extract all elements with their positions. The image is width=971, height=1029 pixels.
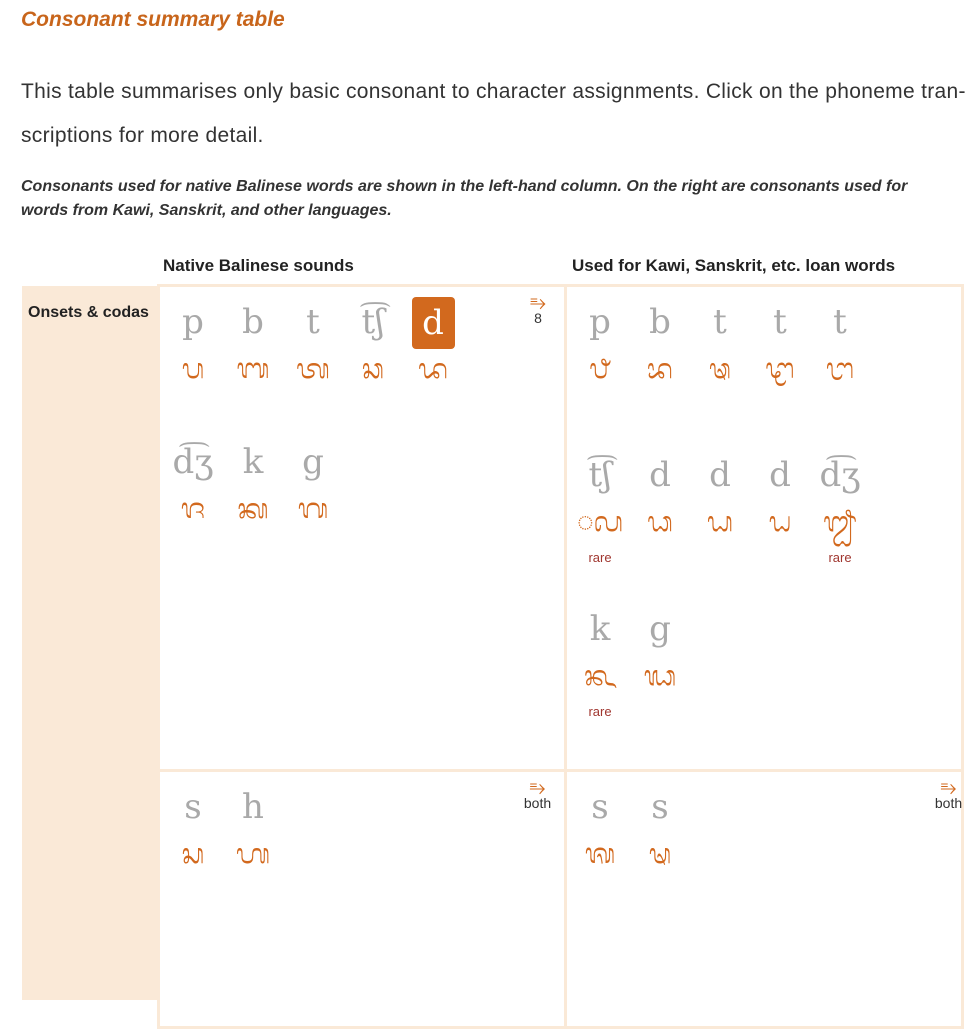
phoneme-item[interactable]: [403, 297, 463, 391]
phoneme-link[interactable]: p: [589, 302, 611, 342]
phoneme-cell: [750, 297, 810, 347]
phoneme-link[interactable]: s: [591, 787, 609, 827]
phoneme-link[interactable]: d: [709, 455, 731, 495]
rare-label: rare: [588, 704, 612, 719]
balinese-character: ᬰ: [584, 838, 616, 869]
arrow-right-icon: ⥱: [940, 777, 957, 799]
balinese-character: ᬛ: [823, 506, 857, 537]
phoneme-item[interactable]: [283, 437, 343, 531]
phoneme-cell: [630, 604, 690, 654]
phoneme-cell: [810, 450, 870, 500]
phoneme-cell: [630, 782, 690, 832]
note-line: words from Kawi, Sanskrit, and other languages.: [21, 202, 392, 219]
row-nav-link[interactable]: [926, 777, 971, 811]
balinese-character: ᬝ: [765, 353, 795, 384]
balinese-character: ᬧ: [181, 353, 205, 384]
phoneme-group: [163, 297, 463, 391]
balinese-character: ᬳ: [235, 838, 271, 869]
phoneme-item[interactable]: [570, 297, 630, 391]
phoneme-item[interactable]: [343, 297, 403, 391]
phoneme-link[interactable]: k: [589, 609, 611, 649]
phoneme-link[interactable]: t: [773, 302, 787, 342]
arrow-right-icon: ⥱: [529, 777, 546, 799]
phoneme-group: [570, 782, 690, 876]
phoneme-link[interactable]: h: [242, 787, 264, 827]
phoneme-cell: [343, 297, 403, 347]
rare-label: rare: [828, 550, 852, 565]
phoneme-link[interactable]: k: [242, 442, 264, 482]
intro-line: scriptions for more detail.: [21, 124, 264, 147]
phoneme-cell: [223, 437, 283, 487]
balinese-character: ᬟ: [706, 506, 734, 537]
phoneme-item[interactable]: [810, 297, 870, 391]
phoneme-item[interactable]: [630, 782, 690, 876]
phoneme-group: [570, 297, 870, 391]
balinese-character: ᬣ: [708, 353, 732, 384]
intro-paragraph: [21, 70, 966, 158]
phoneme-link[interactable]: t: [833, 302, 847, 342]
section-title: Consonant summary table: [21, 8, 285, 31]
loan-cell-row1: [564, 284, 964, 772]
phoneme-link[interactable]: t͡ʃ: [361, 302, 385, 342]
phoneme-group: [570, 450, 870, 565]
phoneme-link[interactable]: d: [412, 297, 455, 349]
balinese-character: ᬖ: [643, 660, 677, 691]
native-cell-row2: [157, 769, 567, 1029]
phoneme-cell: [223, 297, 283, 347]
phoneme-item[interactable]: [690, 297, 750, 391]
phoneme-group: [163, 437, 343, 531]
phoneme-link[interactable]: b: [242, 302, 264, 342]
phoneme-item[interactable]: [283, 297, 343, 391]
balinese-character: ᬕ: [297, 493, 329, 524]
phoneme-cell: [750, 450, 810, 500]
phoneme-item[interactable]: [163, 297, 223, 391]
loan-cell-row2: [564, 769, 964, 1029]
phoneme-item[interactable]: [223, 437, 283, 531]
phoneme-group: [570, 604, 690, 719]
nav-label: 8: [534, 310, 542, 326]
phoneme-cell: [690, 297, 750, 347]
phoneme-cell: [283, 297, 343, 347]
phoneme-link[interactable]: s: [184, 787, 202, 827]
phoneme-link[interactable]: t: [713, 302, 727, 342]
phoneme-cell: [570, 782, 630, 832]
balinese-character: ᬥ: [647, 506, 673, 537]
phoneme-item[interactable]: [163, 437, 223, 531]
phoneme-link[interactable]: s: [651, 787, 669, 827]
row-label-onsets-codas: [22, 286, 158, 1000]
phoneme-link[interactable]: d͡ʒ: [172, 442, 214, 482]
phoneme-link[interactable]: p: [182, 302, 204, 342]
balinese-character: ᬲ: [181, 838, 205, 869]
balinese-character: ᬠ: [768, 506, 792, 537]
phoneme-link[interactable]: d: [769, 455, 791, 495]
row-nav-link[interactable]: [518, 292, 558, 326]
balinese-character: ᬘ: [361, 353, 385, 384]
phoneme-item[interactable]: [690, 450, 750, 565]
phoneme-link[interactable]: g: [302, 442, 324, 482]
phoneme-cell: [630, 297, 690, 347]
phoneme-item[interactable]: [750, 450, 810, 565]
phoneme-cell: [163, 437, 223, 487]
column-header-loan: Used for Kawi, Sanskrit, etc. loan words: [572, 256, 896, 275]
row-label-text: Onsets & codas: [28, 304, 149, 321]
phoneme-link[interactable]: b: [649, 302, 671, 342]
phoneme-cell: [630, 450, 690, 500]
column-header-native: Native Balinese sounds: [163, 256, 354, 275]
phoneme-cell: [283, 437, 343, 487]
balinese-character: ᬚ: [180, 493, 206, 524]
phoneme-cell: [223, 782, 283, 832]
balinese-character: ᬢ: [296, 353, 330, 384]
rare-label: rare: [588, 550, 612, 565]
phoneme-cell: [690, 450, 750, 500]
phoneme-item[interactable]: [630, 450, 690, 565]
phoneme-item[interactable]: [570, 782, 630, 876]
phoneme-item[interactable]: [750, 297, 810, 391]
table-note: [21, 175, 907, 223]
nav-label: both: [523, 795, 552, 811]
balinese-character: ᬞ: [825, 353, 855, 384]
balinese-character: ᬓ: [237, 493, 269, 524]
balinese-character: ᬔ: [584, 660, 616, 691]
balinese-character: ᬩ: [236, 353, 270, 384]
arrow-right-icon: ⥱: [530, 292, 546, 314]
phoneme-item[interactable]: [630, 604, 690, 719]
balinese-character: ◌ᬙ: [576, 506, 624, 537]
phoneme-item[interactable]: [570, 604, 630, 719]
balinese-character: ᬪ: [647, 353, 673, 384]
phoneme-cell: [570, 450, 630, 500]
phoneme-item[interactable]: [223, 297, 283, 391]
phoneme-link[interactable]: d͡ʒ: [819, 455, 861, 495]
nav-label: both: [934, 795, 963, 811]
phoneme-cell: [810, 297, 870, 347]
phoneme-group: [163, 782, 283, 876]
native-cell-row1: [157, 284, 567, 772]
phoneme-cell: [403, 297, 463, 347]
phoneme-link[interactable]: t͡ʃ: [588, 455, 612, 495]
phoneme-cell: [163, 782, 223, 832]
phoneme-item[interactable]: [163, 782, 223, 876]
balinese-character: ᬨ: [589, 353, 611, 384]
phoneme-link[interactable]: g: [649, 609, 671, 649]
phoneme-item[interactable]: [223, 782, 283, 876]
balinese-character: ᬱ: [648, 838, 672, 869]
balinese-character: ᬤ: [417, 353, 449, 384]
phoneme-cell: [570, 297, 630, 347]
intro-line: This table summarises only basic consonant to character assignments. Click on the phoneme tran-: [21, 80, 966, 103]
phoneme-item[interactable]: [810, 450, 870, 565]
phoneme-link[interactable]: t: [306, 302, 320, 342]
note-line: Consonants used for native Balinese words are shown in the left-hand column. On the right are consonants used for: [21, 178, 908, 195]
phoneme-cell: [163, 297, 223, 347]
phoneme-item[interactable]: [630, 297, 690, 391]
phoneme-cell: [570, 604, 630, 654]
phoneme-item[interactable]: [570, 450, 630, 565]
phoneme-link[interactable]: d: [649, 455, 671, 495]
row-nav-link[interactable]: [515, 777, 560, 811]
